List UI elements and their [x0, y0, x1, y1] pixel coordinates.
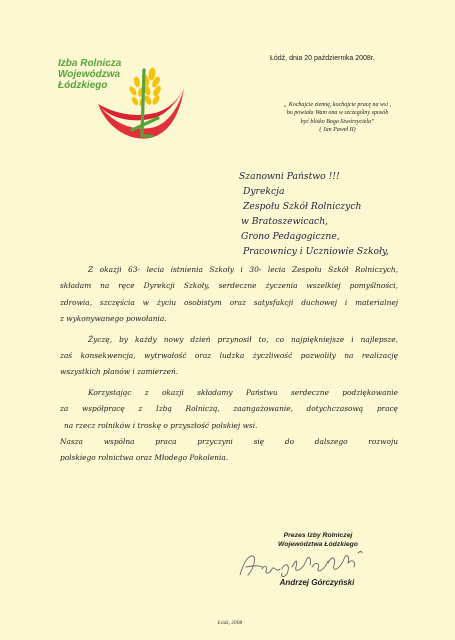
salutation-line-1: Szanowni Państwo !!!	[239, 171, 340, 182]
body-line: wszystkich planów i zamierzeń.	[60, 367, 179, 377]
salutation-line-6: Pracownicy i Uczniowie Szkoły,	[243, 246, 389, 257]
body-line: zdrowia, szczęścia w życiu osobistym oraz satysfakcji duchowej i materialnej	[60, 297, 398, 307]
quote-line-4: ( Jan Paweł II)	[319, 127, 356, 134]
footer-place-year: Łódź, 2008	[217, 620, 243, 626]
logo-emblem-icon	[92, 60, 192, 145]
salutation-block	[239, 169, 389, 259]
letter-date: Łódź, dnia 20 października 2008r.	[270, 55, 375, 62]
quote-line-2: bo powiała Wam ona w szczególny sposób	[286, 110, 389, 117]
paragraph-1	[60, 262, 398, 328]
body-line: polskiego rolnictwa oraz Młodego Pokolenia.	[60, 453, 229, 463]
signatory-title-line-2: Województwa Łódzkiego	[278, 540, 358, 548]
salutation-line-2: Dyrekcja	[243, 186, 285, 197]
organization-line-3: Łódzkiego	[58, 80, 108, 91]
body-line: za współpracę z Izbą Rolniczą, zaangażowanie, dotychczasową pracę	[60, 404, 398, 414]
quote-line-1: „ Kochajcie ziemię, kochajcie pracę na wsi ,	[283, 102, 392, 108]
motto-quote	[250, 101, 425, 135]
signatory-title-line-1: Prezes Izby Rolniczej	[283, 532, 353, 539]
body-line: składam na ręce Dyrekcji Szkoły, serdeczne życzenia wszelkiej pomyślności,	[60, 281, 398, 291]
letter-body	[60, 262, 398, 471]
paragraph-2	[60, 332, 398, 381]
body-line: Życzę, by każdy nowy dzień przynosił to, co najpiękniejsze i najlepsze,	[88, 334, 398, 344]
quote-line-3: być blisko Boga Stwórzyciela”	[300, 118, 375, 125]
organization-line-2: Wojewódzwa	[58, 69, 121, 80]
paragraph-3	[60, 385, 398, 467]
body-line: Z okazji 63- lecia istnienia Szkoły i 30- lecia Zespołu Szkół Rolniczych,	[88, 265, 398, 274]
body-line: na rzecz rolników i troskę o przyszłość polskiej wsi.	[64, 420, 258, 430]
salutation-line-4: w Bratoszewicach,	[241, 216, 329, 227]
organization-line-1: Izba Rolnicza	[58, 58, 122, 69]
body-line: Nasza wspólna praca przyczyni się do dalszego rozwoju	[60, 437, 398, 447]
signatory-name: Andrzej Górczyński	[279, 578, 355, 587]
salutation-line-3: Zespołu Szkół Rolniczych	[243, 201, 362, 212]
body-line: zaś konsekwencja, wytrwałość oraz ludzka życzliwość pozwoliły na realizację	[60, 351, 398, 361]
salutation-line-5: Grono Pedagogiczne,	[241, 231, 340, 242]
body-line: Korzystając z okazji składamy Państwu serdeczne podziękowanie	[88, 387, 398, 397]
body-line: z wykonywanego powołania.	[60, 314, 167, 324]
handwritten-signature	[232, 547, 382, 581]
